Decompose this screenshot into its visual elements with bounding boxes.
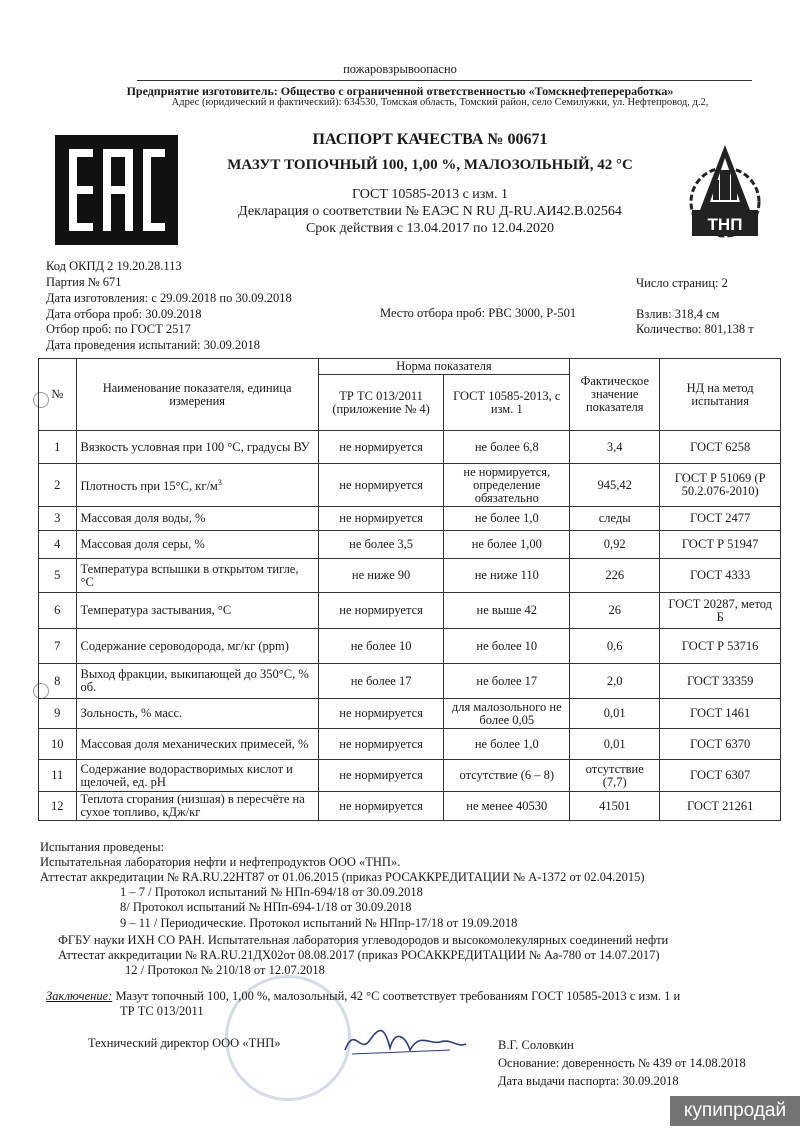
cell-method-text: ГОСТ Р 51069 (Р 50.2.076-2010)	[674, 471, 766, 498]
cell-actual	[570, 699, 660, 729]
conclusion-text: Мазут топочный 100, 1,00 %, малозольный, 42 °С соответствует требованиям ГОСТ 10585-2013 с изм. 1 и	[112, 989, 681, 1003]
gost-block	[200, 186, 660, 237]
validity-line: Срок действия с 13.04.2017 по 12.04.2020	[305, 221, 555, 236]
cell-name-text: Зольность, % масс.	[80, 706, 183, 720]
cell-gost-norm	[444, 431, 570, 464]
cell-num	[39, 729, 77, 760]
fire-warning: пожаровзрывоопасно	[343, 62, 457, 76]
cell-name	[76, 507, 318, 531]
cell-gost-norm	[444, 507, 570, 531]
basis: Основание: доверенность № 439 от 14.08.2018	[498, 1056, 746, 1070]
cell-actual	[570, 792, 660, 821]
cell-tr-norm	[318, 431, 444, 464]
cell-num	[39, 507, 77, 531]
cell-gost-norm	[444, 559, 570, 593]
eac-logo	[55, 135, 178, 245]
cell-name-text: Плотность при 15°С, кг/м	[80, 479, 218, 494]
cell-num	[39, 792, 77, 821]
cell-method	[660, 531, 781, 559]
table-row	[39, 593, 781, 629]
cell-num-text: 12	[51, 798, 64, 813]
table-row	[39, 699, 781, 729]
table-row	[39, 464, 781, 507]
cell-gost-norm-text: не более 1,0	[474, 511, 539, 525]
cell-gost-norm	[444, 664, 570, 699]
cell-name	[76, 792, 318, 821]
product-title: МАЗУТ ТОПОЧНЫЙ 100, 1,00 %, МАЛОЗОЛЬНЫЙ, 42 °С	[227, 157, 633, 173]
cell-num	[39, 464, 77, 507]
cell-num	[39, 760, 77, 792]
cell-num-text: 10	[51, 736, 64, 751]
cell-actual	[570, 507, 660, 531]
cell-actual	[570, 629, 660, 664]
cell-actual-text: 41501	[599, 798, 631, 813]
cell-num	[39, 559, 77, 593]
cell-num-text: 8	[54, 673, 61, 688]
cell-method	[660, 699, 781, 729]
col-gost-header: ГОСТ 10585-2013, с изм. 1	[444, 375, 570, 431]
table-row	[39, 431, 781, 464]
cell-tr-norm	[318, 664, 444, 699]
col-tr-header: ТР ТС 013/2011 (приложение № 4)	[318, 375, 444, 431]
cell-name-text: Массовая доля воды, %	[80, 511, 206, 525]
cell-method-text: ГОСТ 4333	[690, 568, 751, 582]
col-num-header: №	[39, 359, 77, 431]
table-row	[39, 507, 781, 531]
cell-method	[660, 559, 781, 593]
cell-method	[660, 629, 781, 664]
cell-actual-text: 0,01	[603, 706, 626, 720]
table-row	[39, 760, 781, 792]
cell-num	[39, 664, 77, 699]
cell-name-text: Массовая доля серы, %	[80, 537, 205, 551]
cell-method-text: ГОСТ Р 53716	[681, 638, 759, 653]
cell-name-text: Температура застывания, °С	[80, 603, 232, 617]
cell-name-text: Вязкость условная при 100 °С, градусы ВУ	[80, 439, 310, 454]
cell-tr-norm	[318, 559, 444, 593]
cell-method	[660, 792, 781, 821]
cell-num	[39, 431, 77, 464]
col-method-header: НД на метод испытания	[660, 359, 781, 431]
cell-num-text: 3	[54, 511, 61, 525]
cell-gost-norm-text: не более 1,0	[474, 736, 539, 751]
cell-name	[76, 531, 318, 559]
cell-gost-norm-text: не более 10	[476, 638, 538, 653]
cell-num-text: 1	[54, 439, 61, 454]
cell-tr-norm	[318, 792, 444, 821]
cell-name-text: Содержание водорастворимых кислот и щелочей, ед. рН	[80, 761, 293, 789]
cell-actual	[570, 464, 660, 507]
cell-gost-norm-text: не более 6,8	[474, 439, 539, 454]
cell-gost-norm	[444, 629, 570, 664]
cell-gost-norm	[444, 531, 570, 559]
cell-tr-norm-text: не более 17	[350, 673, 412, 688]
cell-num-text: 5	[54, 568, 61, 582]
table-row	[39, 629, 781, 664]
fill-level: Взлив: 318,4 см	[636, 307, 720, 321]
production-date: Дата изготовления: с 29.09.2018 по 30.09.2018	[46, 291, 292, 305]
company-logo	[680, 140, 770, 250]
unit-superscript: 3	[217, 478, 222, 488]
manufacturer: Предприятие изготовитель: Общество с ограниченной ответственностью «Томскнефтепереработка»	[126, 84, 674, 98]
cell-actual	[570, 593, 660, 629]
cell-num	[39, 699, 77, 729]
cell-gost-norm-text: отсутствие (6 – 8)	[459, 768, 555, 782]
director-name: В.Г. Соловкин	[498, 1038, 574, 1052]
cell-name-text: Массовая доля механических примесей, %	[80, 736, 309, 751]
cell-gost-norm	[444, 760, 570, 792]
sampling-place: Место отбора проб: РВС 3000, Р-501	[380, 306, 577, 320]
cell-method-text: ГОСТ Р 51947	[681, 537, 759, 551]
protocol-4: 12 / Протокол № 210/18 от 12.07.2018	[125, 963, 325, 977]
cell-actual	[570, 531, 660, 559]
cell-actual	[570, 760, 660, 792]
cell-gost-norm-text: не менее 40530	[466, 798, 548, 813]
cell-tr-norm	[318, 507, 444, 531]
cell-num	[39, 531, 77, 559]
sampling-gost: Отбор проб: по ГОСТ 2517	[46, 322, 191, 336]
cell-gost-norm	[444, 699, 570, 729]
gost-line: ГОСТ 10585-2013 с изм. 1	[352, 187, 508, 202]
cell-num	[39, 629, 77, 664]
cell-tr-norm	[318, 729, 444, 760]
cell-tr-norm	[318, 593, 444, 629]
cell-actual-text: 0,01	[603, 736, 626, 751]
cell-method-text: ГОСТ 6258	[690, 439, 751, 454]
cell-actual-text: 26	[608, 603, 621, 617]
cell-gost-norm-text: не нормируется, определение обязательно	[463, 464, 551, 505]
cell-actual-text: отсутствие (7,7)	[585, 761, 644, 789]
cell-method-text: ГОСТ 20287, метод Б	[668, 596, 773, 624]
protocol-1: 1 – 7 / Протокол испытаний № НПп-694/18 от 30.09.2018	[120, 885, 423, 899]
sampling-date: Дата отбора проб: 30.09.2018	[46, 307, 202, 321]
lab-1: Испытательная лаборатория нефти и нефтепродуктов ООО «ТНП».	[40, 855, 401, 869]
cell-tr-norm-text: не ниже 90	[351, 568, 411, 582]
cell-method	[660, 729, 781, 760]
cell-method	[660, 431, 781, 464]
table-row	[39, 559, 781, 593]
cell-method	[660, 593, 781, 629]
test-date: Дата проведения испытаний: 30.09.2018	[46, 338, 261, 352]
cell-name	[76, 559, 318, 593]
director-signature	[340, 1020, 470, 1060]
col-name-header: Наименование показателя, единица измерения	[76, 359, 318, 431]
cell-tr-norm	[318, 629, 444, 664]
cell-num-text: 11	[51, 768, 64, 782]
cell-name-text: Теплота сгорания (низшая) в пересчёте на сухое топливо, кДж/кг	[80, 792, 305, 819]
batch: Партия № 671	[46, 275, 122, 289]
issue-date: Дата выдачи паспорта: 30.09.2018	[498, 1074, 679, 1088]
okpd: Код ОКПД 2 19.20.28.113	[46, 259, 182, 273]
protocol-3: 9 – 11 / Периодические. Протокол испытаний № НПпр-17/18 от 19.09.2018	[120, 916, 518, 930]
cell-name	[76, 431, 318, 464]
cell-method	[660, 507, 781, 531]
cell-gost-norm	[444, 729, 570, 760]
cell-tr-norm-text: не нормируется	[339, 439, 423, 454]
cell-actual	[570, 431, 660, 464]
cell-name-text: Выход фракции, выкипающей до 350°С, % об.	[80, 667, 309, 694]
cell-actual-text: 3,4	[606, 439, 623, 454]
watermark: купипродай	[670, 1096, 800, 1126]
cell-gost-norm-text: для малозольного не более 0,05	[451, 699, 562, 727]
cell-tr-norm-text: не нормируется	[339, 736, 423, 751]
cell-method-text: ГОСТ 21261	[686, 798, 754, 813]
company-logo-text: ТНП	[707, 215, 743, 234]
cell-name	[76, 729, 318, 760]
cell-method	[660, 760, 781, 792]
cell-name	[76, 464, 318, 507]
lab-2: ФГБУ науки ИХН СО РАН. Испытательная лаборатория углеводородов и высокомолекулярных соединений нефти	[58, 933, 669, 947]
cell-tr-norm	[318, 699, 444, 729]
conclusion-text-2: ТР ТС 013/2011	[120, 1004, 204, 1018]
cell-num-text: 6	[54, 603, 61, 617]
cell-tr-norm	[318, 464, 444, 507]
cell-gost-norm	[444, 464, 570, 507]
cell-tr-norm-text: не более 10	[350, 638, 412, 653]
address: Адрес (юридический и фактический): 634530, Томская область, Томский район, село Семилужки, ул. Нефтепровод, д.2,	[171, 97, 709, 108]
cell-gost-norm-text: не ниже 110	[474, 568, 539, 582]
cell-name-text: Содержание сероводорода, мг/кг (ppm)	[80, 638, 289, 653]
quantity: Количество: 801,138 т	[636, 322, 754, 336]
cell-actual	[570, 559, 660, 593]
conclusion	[46, 989, 680, 1004]
quality-table	[38, 358, 781, 821]
tests-done: Испытания проведены:	[40, 840, 164, 854]
cell-num-text: 4	[54, 537, 61, 551]
director-title: Технический директор ООО «ТНП»	[88, 1036, 281, 1050]
conclusion-label: Заключение:	[46, 989, 113, 1003]
cell-method	[660, 664, 781, 699]
cell-num-text: 7	[54, 638, 61, 653]
table-row	[39, 729, 781, 760]
cell-tr-norm-text: не нормируется	[339, 706, 423, 720]
cell-method-text: ГОСТ 33359	[686, 673, 754, 688]
cell-tr-norm-text: не нормируется	[339, 511, 423, 525]
cell-actual	[570, 729, 660, 760]
passport-title: ПАСПОРТ КАЧЕСТВА № 00671	[312, 131, 548, 148]
cell-actual-text: 226	[605, 568, 625, 582]
cell-name-text: Температура вспышки в открытом тигле, °С	[80, 561, 299, 589]
cell-method-text: ГОСТ 2477	[690, 511, 751, 525]
cell-name	[76, 629, 318, 664]
cell-gost-norm	[444, 593, 570, 629]
cell-name	[76, 664, 318, 699]
cell-actual	[570, 664, 660, 699]
cell-gost-norm-text: не более 17	[476, 673, 538, 688]
header-divider	[137, 80, 752, 81]
cell-num-text: 9	[54, 706, 61, 720]
cell-tr-norm-text: не нормируется	[339, 768, 423, 782]
cell-name	[76, 760, 318, 792]
col-norm-header: Норма показателя	[318, 359, 569, 375]
cell-method-text: ГОСТ 1461	[690, 706, 751, 720]
table-row	[39, 792, 781, 821]
table-row	[39, 531, 781, 559]
cell-actual-text: 945,42	[597, 477, 632, 492]
cell-tr-norm-text: не нормируется	[339, 798, 423, 813]
cell-name	[76, 699, 318, 729]
protocol-2: 8/ Протокол испытаний № НПп-694-1/18 от 30.09.2018	[120, 900, 412, 914]
cell-method-text: ГОСТ 6370	[690, 736, 751, 751]
cell-num	[39, 593, 77, 629]
cell-tr-norm	[318, 531, 444, 559]
cell-tr-norm-text: не нормируется	[339, 477, 423, 492]
cell-method	[660, 464, 781, 507]
cell-tr-norm-text: не нормируется	[339, 603, 423, 617]
accreditation-1: Аттестат аккредитации № RA.RU.22НТ87 от 01.06.2015 (приказ РОСАККРЕДИТАЦИИ № А-1372 от 02.04.2015)	[40, 870, 645, 884]
cell-method-text: ГОСТ 6307	[690, 768, 751, 782]
pages-count: Число страниц: 2	[636, 276, 728, 290]
cell-actual-text: следы	[598, 511, 631, 525]
cell-gost-norm-text: не выше 42	[476, 603, 538, 617]
declaration-line: Декларация о соответствии № ЕАЭС N RU Д-RU.АИ42.В.02564	[238, 204, 622, 219]
cell-tr-norm-text: не более 3,5	[349, 537, 414, 551]
cell-num-text: 2	[54, 477, 61, 492]
col-actual-header: Фактическое значение показателя	[570, 359, 660, 431]
cell-gost-norm	[444, 792, 570, 821]
cell-actual-text: 0,92	[603, 537, 626, 551]
cell-tr-norm	[318, 760, 444, 792]
cell-actual-text: 0,6	[606, 638, 623, 653]
cell-actual-text: 2,0	[606, 673, 623, 688]
table-row	[39, 664, 781, 699]
accreditation-2: Аттестат аккредитации № RA.RU.21ДХ02от 08.08.2017 (приказ РОСАККРЕДИТАЦИИ № Аа-780 от 14.07.2017)	[58, 948, 660, 962]
cell-gost-norm-text: не более 1,00	[471, 537, 542, 551]
cell-name	[76, 593, 318, 629]
